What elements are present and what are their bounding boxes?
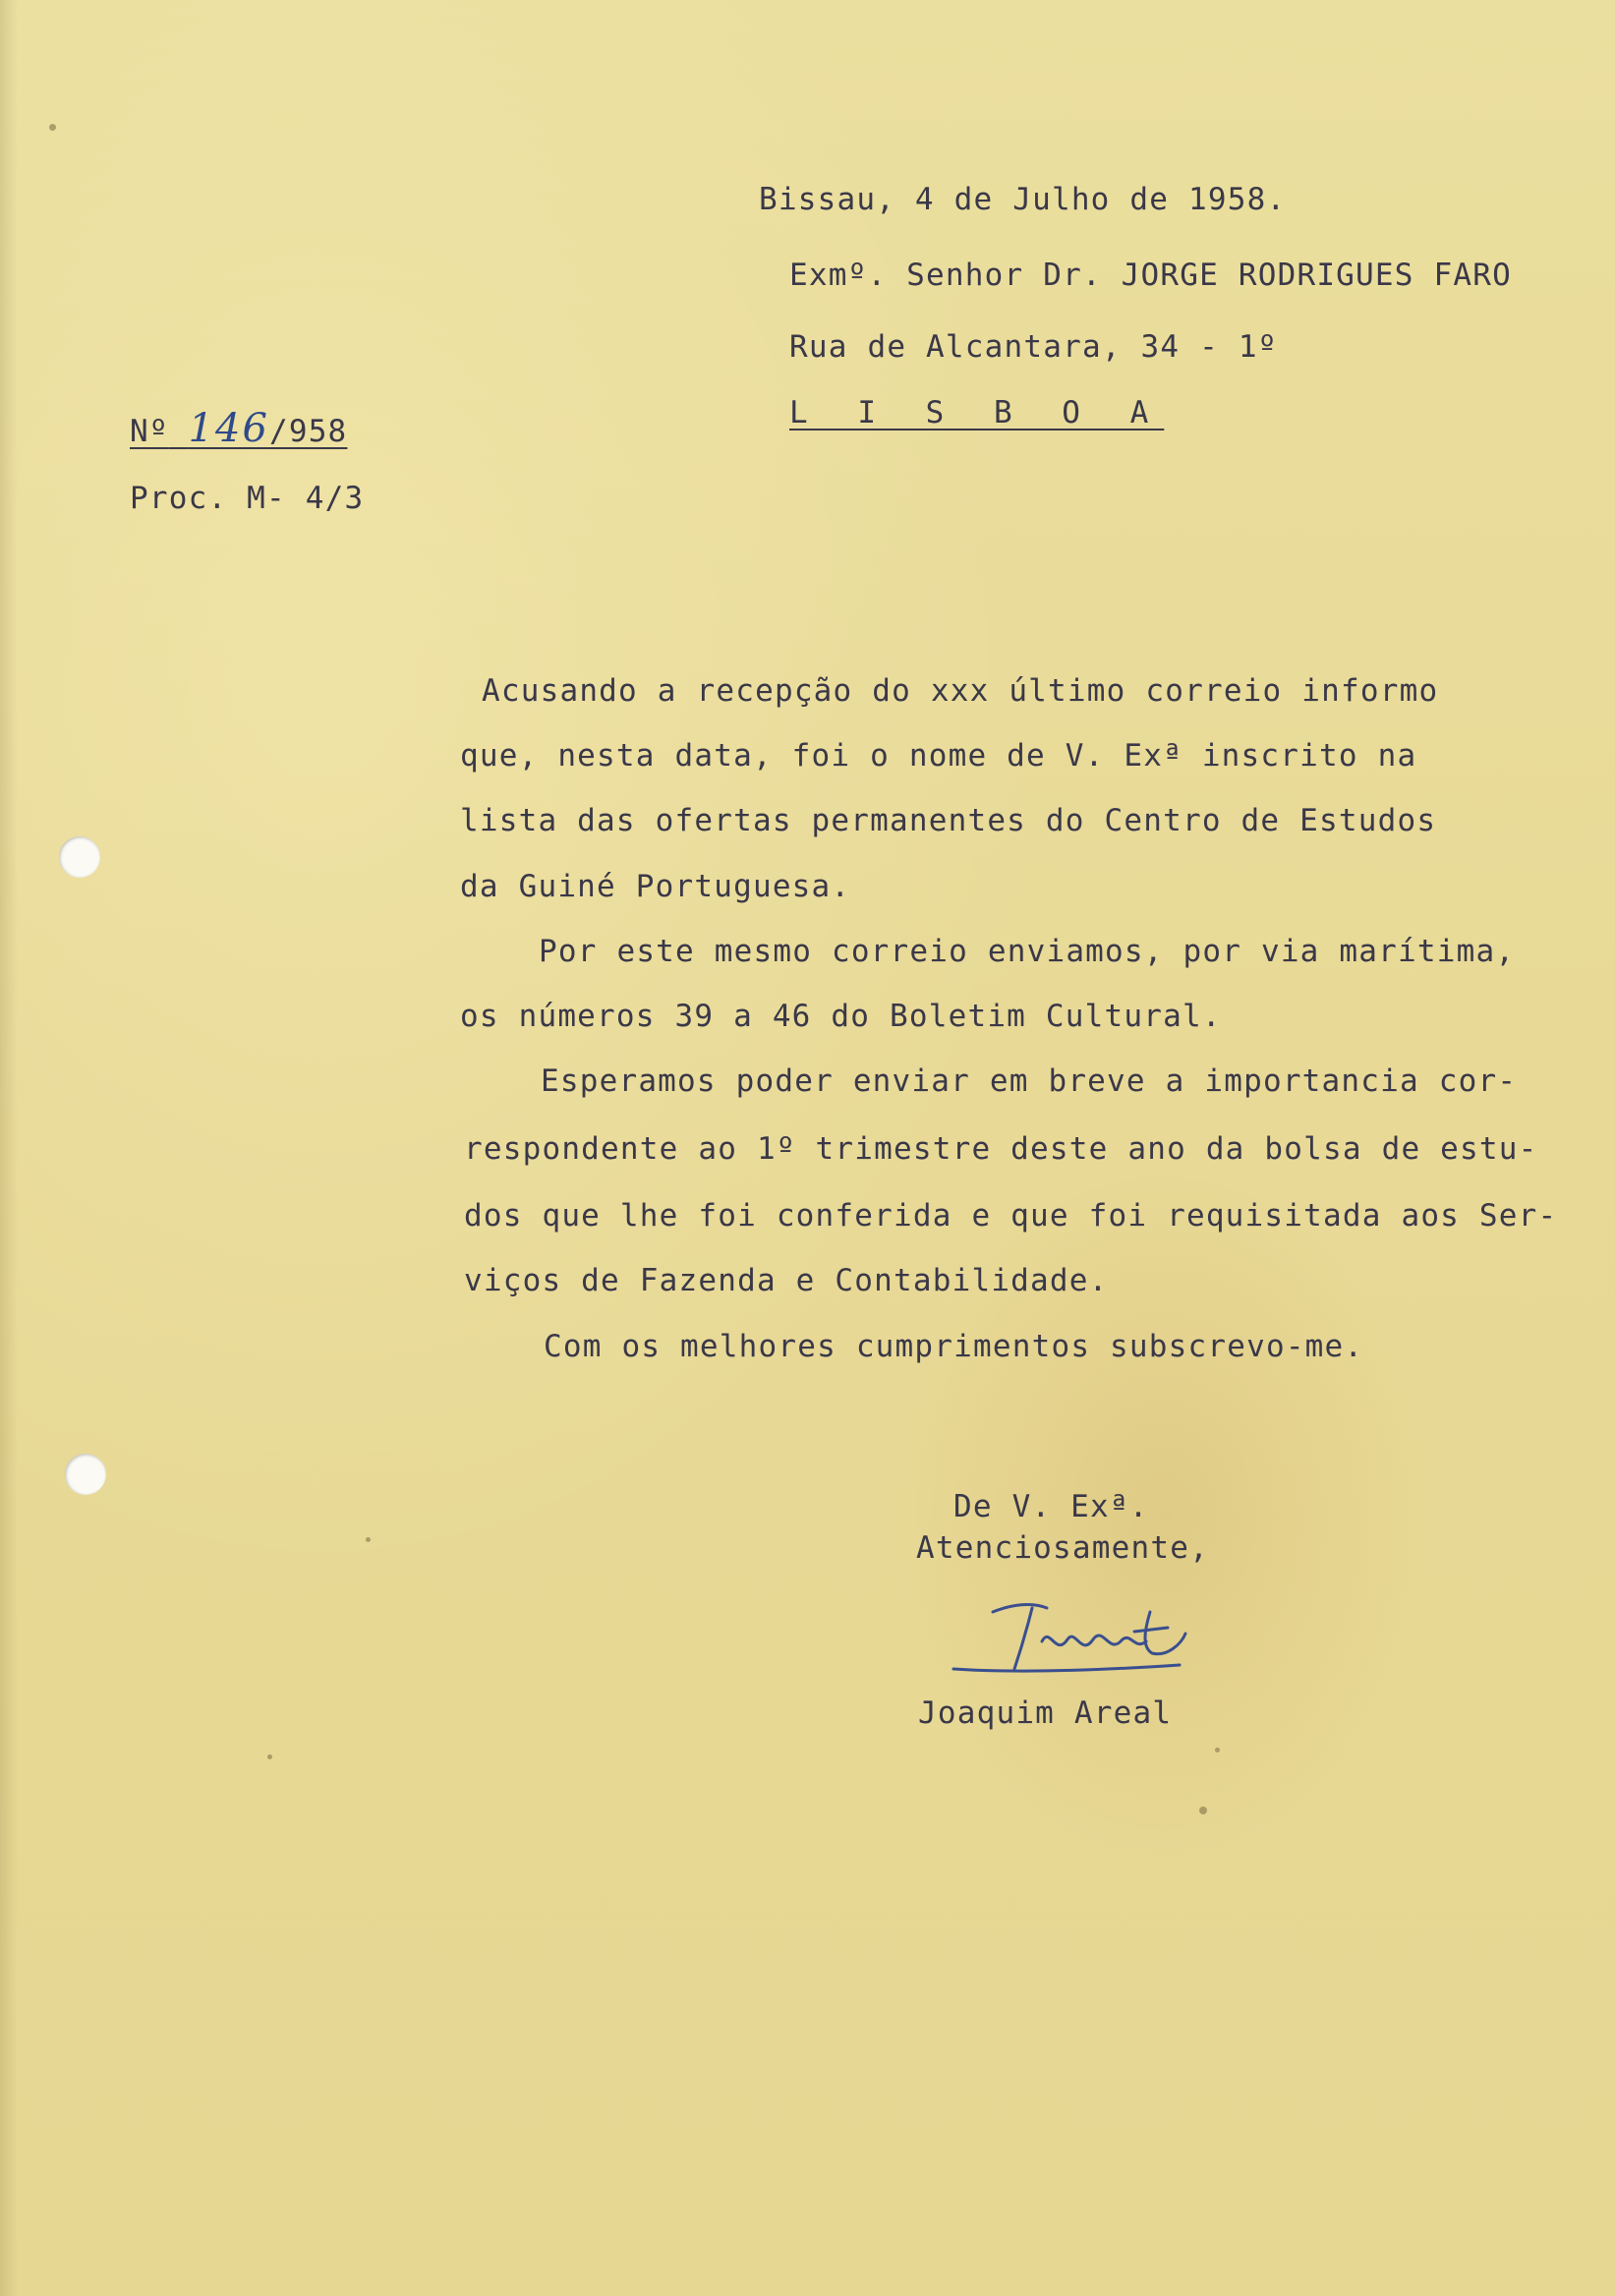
body-line-6: os números 39 a 46 do Boletim Cultural. bbox=[460, 999, 1222, 1034]
reference-number-prefix: Nº bbox=[130, 414, 169, 449]
process-reference: Proc. M- 4/3 bbox=[130, 481, 365, 516]
reference-number-handwritten: 146 bbox=[188, 406, 269, 451]
body-line-9: dos que lhe foi conferida e que foi requisitada aos Ser- bbox=[464, 1198, 1558, 1234]
body-line-2: que, nesta data, foi o nome de V. Exª inscrito na bbox=[460, 738, 1417, 774]
place-and-date: Bissau, 4 de Julho de 1958. bbox=[759, 182, 1287, 217]
recipient-address: Rua de Alcantara, 34 - 1º bbox=[789, 329, 1278, 365]
paper-speck bbox=[366, 1537, 371, 1542]
body-line-5: Por este mesmo correio enviamos, por via marítima, bbox=[539, 934, 1516, 969]
closing-line-2: Atenciosamente, bbox=[916, 1530, 1209, 1566]
paper-speck bbox=[1215, 1748, 1220, 1752]
body-line-7: Esperamos poder enviar em breve a importancia cor- bbox=[541, 1063, 1518, 1099]
paper-speck bbox=[49, 124, 56, 131]
body-line-10: viços de Fazenda e Contabilidade. bbox=[464, 1263, 1109, 1298]
recipient-city: L I S B O A bbox=[789, 395, 1165, 430]
body-line-11: Com os melhores cumprimentos subscrevo-me. bbox=[544, 1329, 1364, 1364]
page-edge-shadow bbox=[0, 0, 18, 2296]
paper-speck bbox=[1199, 1807, 1207, 1814]
closing-line-1: De V. Exª. bbox=[953, 1489, 1149, 1524]
handwritten-signature-mark bbox=[924, 1582, 1239, 1691]
punch-hole-top bbox=[59, 836, 100, 878]
recipient-name: Exmº. Senhor Dr. JORGE RODRIGUES FARO bbox=[789, 258, 1512, 293]
body-line-4: da Guiné Portuguesa. bbox=[460, 869, 851, 904]
reference-number bbox=[130, 406, 348, 451]
reference-number-year: /958 bbox=[268, 414, 348, 449]
punch-hole-bottom bbox=[65, 1454, 106, 1495]
body-line-8: respondente ao 1º trimestre deste ano da bolsa de estu- bbox=[464, 1131, 1538, 1167]
signatory-name: Joaquim Areal bbox=[918, 1695, 1173, 1731]
body-line-3: lista das ofertas permanentes do Centro de Estudos bbox=[460, 803, 1437, 838]
body-line-1: Acusando a recepção do xxx último correio informo bbox=[482, 673, 1439, 709]
paper-speck bbox=[267, 1754, 272, 1759]
